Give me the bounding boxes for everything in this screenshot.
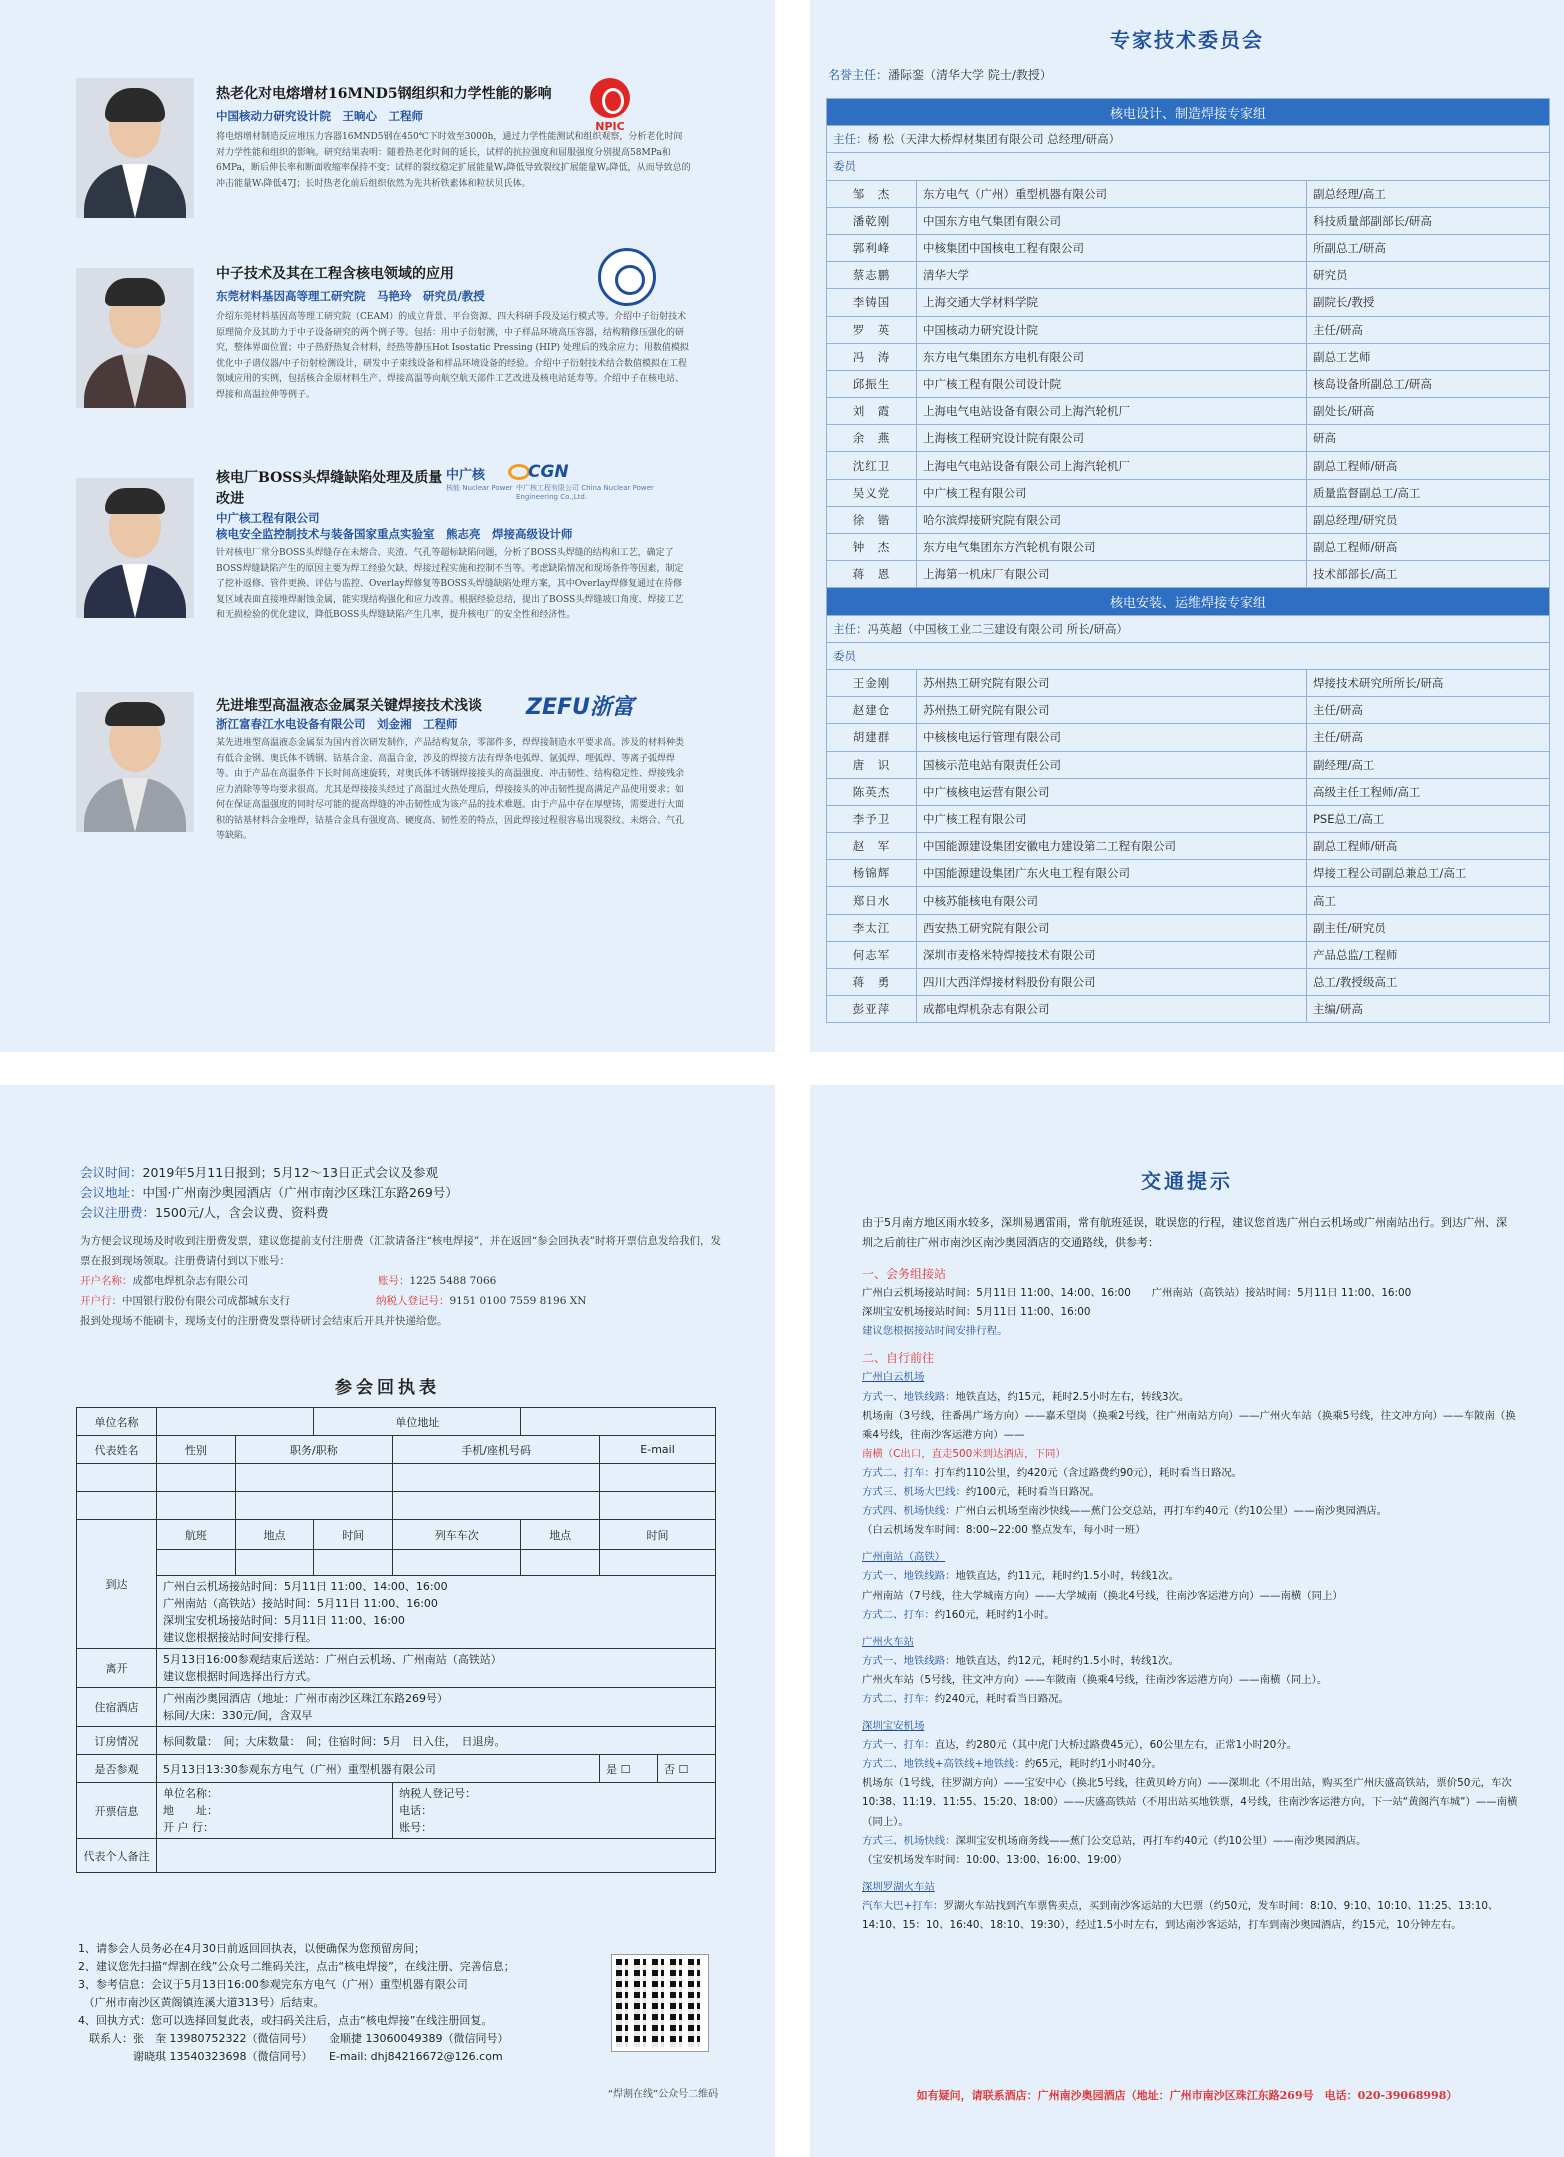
member-role: 副总工程师/研高: [1307, 452, 1550, 479]
member-role: 焊接工程公司副总兼总工/高工: [1307, 860, 1550, 887]
receipt-title: 参会回执表: [335, 1378, 440, 1398]
member-name: 徐 锴: [827, 506, 917, 533]
visit-label: 是否参观: [77, 1755, 157, 1783]
route-line: 广州南站（7号线，往大学城南方向）——大学城南（换北4号线，往南沙客运港方向）——南横（同上）: [862, 1589, 1343, 1602]
committee-member-row: [827, 343, 1550, 370]
traffic-intro: 由于5月南方地区雨水较多，深圳易遇雷雨，常有航班延误，耽误您的行程，建议您首选广州白云机场或广州南站出行。到达广州、深圳之后前往广州市南沙区南沙奥园酒店的交通路线，供参考：: [862, 1216, 1507, 1249]
col-phone: 手机/座机号码: [393, 1436, 600, 1464]
col-place: 地点: [521, 1520, 600, 1550]
route-line: （白云机场发车时间：8:00~22:00 整点发车，每小时一班）: [862, 1524, 1146, 1537]
committee-member-row: [827, 996, 1550, 1023]
delegate-row[interactable]: [77, 1492, 716, 1520]
talk-title: 热老化对电熔增材16MND5钢组织和力学性能的影响: [216, 86, 552, 102]
section-heading: 一、会务组接站: [862, 1267, 947, 1281]
member-role: 副总工程师/研高: [1307, 833, 1550, 860]
unit-name-label: 单位名称: [77, 1408, 157, 1436]
speaker-affiliation: 浙江富春江水电设备有限公司 刘金湘 工程师: [216, 717, 458, 731]
notes: 1、请参会人员务必在4月30日前返回回执表，以便确保为您预留房间； 2、建议您先扫描“焊割在线”公众号二维码关注，点击“核电焊接”，在线注册、完善信息； 3、参考信息：会议于5月13日16:00参观完东方电气（广州）重型机器有限公司 （广州市南沙区黄阁镇连溪大道313号）后结束。 4、回执方式：您可以选择回复此表，或扫码关注后，点击“核电焊接”在线注册回复。 联系人：张 奎 13980752322（微信同号） 金顺捷 13060049389（微信同号） 谢晓琪 13540323698（微信同号） E-mail: dhj84216672@126.com: [78, 1942, 515, 2063]
member-role: 副院长/教授: [1307, 289, 1550, 316]
conference-place: 会议地址：中国·广州南沙奥园酒店（广州市南沙区珠江东路269号）: [80, 1185, 458, 1200]
member-role: 副总工程师/研高: [1307, 534, 1550, 561]
booking-label: 订房情况: [77, 1727, 157, 1755]
member-org: 上海电气电站设备有限公司上海汽轮机厂: [917, 452, 1307, 479]
traffic-body: [862, 1265, 1522, 1935]
member-org: 上海第一机床厂有限公司: [917, 561, 1307, 588]
route-line: 方式一、地铁线路：地铁直达，约11元，耗时约1.5小时，转线1次。: [862, 1570, 1179, 1583]
speakers-panel: [0, 0, 775, 1052]
committee-member-row: [827, 207, 1550, 234]
committee-member-row: [827, 860, 1550, 887]
speaker-affiliation: 中国核动力研究设计院 王晌心 工程师: [216, 109, 423, 123]
col-flight: 航班: [157, 1520, 236, 1550]
pickup-line: 深圳宝安机场接站时间：5月11日 11:00、16:00: [862, 1306, 1091, 1319]
member-role: 研究员: [1307, 262, 1550, 289]
route-line: 方式一、地铁线路：地铁直达，约12元，耗时约1.5小时，转线1次。: [862, 1654, 1179, 1667]
member-name: 李予卫: [827, 805, 917, 832]
station-heading: 深圳宝安机场: [862, 1720, 925, 1733]
hotel-label: 住宿酒店: [77, 1688, 157, 1727]
hotel-info: 广州南沙奥园酒店（地址：广州市南沙区珠江东路269号） 标间/大床：330元/间，含双早: [157, 1688, 716, 1727]
route-line: 南横（C出口，直走500米到达酒店，下同）: [862, 1447, 1066, 1460]
member-role: PSE总工/高工: [1307, 805, 1550, 832]
member-name: 彭亚萍: [827, 996, 917, 1023]
member-name: 余 燕: [827, 425, 917, 452]
member-name: 蒋 勇: [827, 969, 917, 996]
invoice-label: 开票信息: [77, 1783, 157, 1839]
route-line: 机场南（3号线，往番禺广场方向）——嘉禾望岗（换乘2号线，往广州南站方向）——广州火车站（换乘5号线，往文冲方向）——车陂南（换乘4号线，往南沙客运港方向）——: [862, 1409, 1516, 1441]
member-org: 中国核动力研究设计院: [917, 316, 1307, 343]
committee-member-row: [827, 452, 1550, 479]
member-role: 副主任/研究员: [1307, 914, 1550, 941]
member-name: 蔡志鹏: [827, 262, 917, 289]
committee-title: 专家技术委员会: [1110, 28, 1264, 52]
member-role: 所副总工/研高: [1307, 234, 1550, 261]
group-header: 核电安装、运维焊接专家组: [827, 588, 1550, 615]
committee-member-row: [827, 751, 1550, 778]
traffic-title: 交通提示: [1141, 1169, 1233, 1193]
route-line: 方式二、地铁线+高铁线+地铁线：约65元，耗时约1小时40分。: [862, 1758, 1162, 1771]
section-heading: 二、自行前往: [862, 1351, 935, 1366]
member-name: 李铸国: [827, 289, 917, 316]
member-org: 东方电气集团东方电机有限公司: [917, 343, 1307, 370]
station-heading: 深圳罗湖火车站: [862, 1880, 935, 1893]
booking-field[interactable]: 标间数量： 间；大床数量： 间；住宿时间：5月 日入住， 日退房。: [157, 1727, 716, 1755]
committee-member-row: [827, 506, 1550, 533]
zefu-logo: ZEFU浙富: [526, 695, 634, 720]
members-label: 委员: [827, 153, 1550, 180]
member-name: 钟 杰: [827, 534, 917, 561]
payment-bank: 开户行：中国银行股份有限公司成都城东支行 纳税人登记号：9151 0100 7559 8196 XN: [80, 1295, 587, 1307]
member-role: 技术部部长/高工: [1307, 561, 1550, 588]
member-role: 高工: [1307, 887, 1550, 914]
member-org: 深圳市麦格米特焊接技术有限公司: [917, 941, 1307, 968]
delegate-row[interactable]: [77, 1464, 716, 1492]
committee-member-row: [827, 180, 1550, 207]
member-name: 陈英杰: [827, 778, 917, 805]
route-line: 方式二、打车：约240元，耗时看当日路况。: [862, 1692, 1069, 1705]
visit-text: 5月13日13:30参观东方电气（广州）重型机器有限公司: [157, 1755, 600, 1783]
member-role: 科技质量部副部长/研高: [1307, 207, 1550, 234]
committee-member-row: [827, 316, 1550, 343]
member-name: 邹 杰: [827, 180, 917, 207]
speaker-affiliation: 中广核工程有限公司: [216, 511, 320, 525]
col-time: 时间: [314, 1520, 393, 1550]
conference-time: 会议时间：2019年5月11日报到；5月12～13日正式会议及参观: [80, 1165, 438, 1180]
committee-member-row: [827, 398, 1550, 425]
committee-member-row: [827, 914, 1550, 941]
committee-member-row: [827, 969, 1550, 996]
route-line: 方式二、打车：约160元，耗时约1小时。: [862, 1608, 1055, 1621]
speaker-photo: [76, 478, 194, 618]
member-org: 中核苏能核电有限公司: [917, 887, 1307, 914]
route-line: 方式一、打车：直达，约280元（其中虎门大桥过路费45元），60公里左右，正常1小时20分。: [862, 1739, 1297, 1752]
member-name: 赵 军: [827, 833, 917, 860]
member-org: 成都电焊机杂志有限公司: [917, 996, 1307, 1023]
npic-logo: NPIC: [584, 78, 636, 138]
payment-text: 为方便会议现场及时收到注册费发票，建议您提前支付注册费（汇款请备注“核电焊接”，并在返回“参会回执表”时将开票信息发给我们，发票在报到现场领取。注册费请付到以下账号：: [80, 1235, 721, 1267]
member-role: 副总工艺师: [1307, 343, 1550, 370]
cgn-logo: 中广核 CGN 核能 Nuclear Power 中广核工程有限公司 China Nuclear Power Engineering Co.,Ltd.: [446, 462, 654, 501]
member-org: 中广核工程有限公司: [917, 805, 1307, 832]
talk-title: 核电厂BOSS头焊缝缺陷处理及质量改进: [216, 470, 443, 507]
committee-member-row: [827, 234, 1550, 261]
member-org: 上海核工程研究设计院有限公司: [917, 425, 1307, 452]
committee-table: [826, 98, 1550, 1023]
member-name: 邱振生: [827, 370, 917, 397]
member-name: 冯 涛: [827, 343, 917, 370]
speaker-card: [76, 462, 716, 662]
member-role: 副总经理/研究员: [1307, 506, 1550, 533]
group-header: 核电设计、制造焊接专家组: [827, 99, 1550, 126]
station-heading: 广州火车站: [862, 1635, 914, 1648]
committee-member-row: [827, 669, 1550, 696]
conference-info: [80, 1163, 720, 1223]
committee-member-row: [827, 941, 1550, 968]
pickup-note: 建议您根据接站时间安排行程。: [862, 1325, 1008, 1338]
member-org: 苏州热工研究院有限公司: [917, 669, 1307, 696]
speaker-affiliation-2: 核电安全监控制技术与装备国家重点实验室 熊志亮 焊接高级设计师: [216, 527, 573, 541]
talk-abstract: 将电熔增材制造反应堆压力容器16MND5钢在450℃下时效至3000h，通过力学性能测试和组织观察，分析老化时间对力学性能和组织的影响。研究结果表明：随着热老化时间的延长，试样的抗拉强度和屈服强度分别提高58MPa和6MPa，断后伸长率和断面收缩率保持不变；试样的裂纹稳定扩展能量Wₚ降低导致裂纹扩展能量Wₚ降低，从而导致总的冲击能量Wₜ降低47J；长时热老化前后组织依然为先共析铁素体和粒状贝氏体。: [216, 132, 691, 189]
payment-info: [80, 1231, 730, 1331]
arrive-entry-row[interactable]: [77, 1550, 716, 1576]
payment-note: 报到处现场不能刷卡，现场支付的注册费发票待研讨会结束后开具并快递给您。: [80, 1315, 448, 1327]
talk-abstract: 针对核电厂常分BOSS头焊缝存在未熔合、夹渣、气孔等超标缺陷问题，分析了BOSS头焊缝的结构和工艺，确定了BOSS焊缝缺陷产生的原因主要为焊工经验欠缺、焊接过程实施和控制不当等。考虑缺陷情况和现场条件等因素，制定了挖补返修、管件更换、评估与监控、Overlay焊修复等BOSS头焊缝缺陷处理方案，其中Overlay焊修复通过在待修复区域表面直接堆焊耐蚀金属，能实现结构强化和应力改善。根据经验总结，提出了BOSS头焊缝坡口角度、焊接工艺和无损检验的优化建议，降低BOSS头焊缝缺陷产生几率，提升核电厂的安全性和经济性。: [216, 548, 684, 620]
member-role: 高级主任工程师/高工: [1307, 778, 1550, 805]
member-name: 蒋 恩: [827, 561, 917, 588]
member-org: 西安热工研究院有限公司: [917, 914, 1307, 941]
members-label: 委员: [827, 642, 1550, 669]
committee-member-row: [827, 887, 1550, 914]
qr-code-icon[interactable]: [612, 1955, 708, 2051]
member-name: 罗 英: [827, 316, 917, 343]
member-org: 中国能源建设集团广东火电工程有限公司: [917, 860, 1307, 887]
speaker-affiliation: 东莞材料基因高等理工研究院 马艳玲 研究员/教授: [216, 289, 485, 303]
speaker-photo: [76, 78, 194, 218]
arrive-label: 到达: [77, 1520, 157, 1649]
conference-fee: 会议注册费：1500元/人，含会议费、资料费: [80, 1205, 329, 1220]
hotel-contact: 如有疑问，请联系酒店：广州南沙奥园酒店（地址：广州市南沙区珠江东路269号 电话：020-39068998）: [916, 2089, 1458, 2102]
committee-member-row: [827, 262, 1550, 289]
invoice-left-fields[interactable]: 单位名称： 地 址： 开 户 行：: [157, 1783, 393, 1839]
member-name: 赵建仓: [827, 697, 917, 724]
station-heading: 广州白云机场: [862, 1371, 925, 1384]
committee-member-row: [827, 561, 1550, 588]
member-name: 李太江: [827, 914, 917, 941]
route-line: 方式四、机场快线：广州白云机场至南沙快线——蕉门公交总站，再打车约40元（约10公里）——南沙奥园酒店。: [862, 1505, 1388, 1518]
unit-name-field[interactable]: [157, 1408, 314, 1436]
talk-abstract: 某先进堆型高温液态金属泵为国内首次研发制作，产品结构复杂，零部件多，焊焊接制造水平要求高。涉及的材料种类有低合金钢、奥氏体不锈钢、钴基合金、高温合金，涉及的焊接方法有焊条电弧焊、氩弧焊、埋弧焊、等离子弧焊焊等。由于产品在高温条件下长时间高速旋转，对奥氏体不锈钢焊接接头的高温强度、冲击韧性、结构稳定性、焊接残余应力消除等等均要求很高。尤其是焊接接头经过了高温过火热处理后，焊接接头的冲击韧性提高满足产品使用要求；如何在保证高温强度的同时尽可能的提高焊缝的冲击韧性成为该产品的技术难题。由于产品中存在厚壁铸，需要进行大面积的钴基材料合金堆焊，钴基合金具有强度高、硬度高、韧性差的特点，因此焊接过程很容易出现裂纹、未熔合、气孔等缺陷。: [216, 738, 685, 841]
member-org: 苏州热工研究院有限公司: [917, 697, 1307, 724]
receipt-form: [76, 1407, 716, 1873]
member-role: 焊接技术研究所所长/研高: [1307, 669, 1550, 696]
committee-member-row: [827, 805, 1550, 832]
committee-member-row: [827, 479, 1550, 506]
member-role: 主编/研高: [1307, 996, 1550, 1023]
col-name: 代表姓名: [77, 1436, 157, 1464]
member-org: 四川大西洋焊接材料股份有限公司: [917, 969, 1307, 996]
member-name: 沈红卫: [827, 452, 917, 479]
member-name: 胡建群: [827, 724, 917, 751]
speaker-photo: [76, 692, 194, 832]
member-org: 中广核工程有限公司: [917, 479, 1307, 506]
member-role: 副经理/高工: [1307, 751, 1550, 778]
member-org: 中国东方电气集团有限公司: [917, 207, 1307, 234]
member-org: 中广核工程有限公司设计院: [917, 370, 1307, 397]
speaker-photo: [76, 268, 194, 408]
committee-member-row: [827, 370, 1550, 397]
committee-member-row: [827, 534, 1550, 561]
member-org: 中核集团中国核电工程有限公司: [917, 234, 1307, 261]
member-name: 杨锦辉: [827, 860, 917, 887]
invoice-right-fields[interactable]: 纳税人登记号： 电话： 账号：: [393, 1783, 716, 1839]
member-org: 中核核电运行管理有限公司: [917, 724, 1307, 751]
member-name: 郭利峰: [827, 234, 917, 261]
member-org: 东方电气（广州）重型机器有限公司: [917, 180, 1307, 207]
col-place: 地点: [235, 1520, 314, 1550]
member-name: 唐 识: [827, 751, 917, 778]
talk-title: 先进堆型高温液态金属泵关键焊接技术浅谈: [216, 698, 482, 714]
remark-field[interactable]: [157, 1839, 716, 1873]
member-role: 副处长/研高: [1307, 398, 1550, 425]
ceam-logo: [598, 248, 656, 306]
member-org: 国核示范电站有限责任公司: [917, 751, 1307, 778]
member-org: 哈尔滨焊接研究院有限公司: [917, 506, 1307, 533]
member-org: 中国能源建设集团安徽电力建设第二工程有限公司: [917, 833, 1307, 860]
member-org: 上海交通大学材料学院: [917, 289, 1307, 316]
col-title: 职务/职称: [235, 1436, 392, 1464]
group-lead: 主任：杨 松（天津大桥焊材集团有限公司 总经理/研高）: [827, 126, 1550, 153]
remark-label: 代表个人备注: [77, 1839, 157, 1873]
member-role: 主任/研高: [1307, 316, 1550, 343]
committee-member-row: [827, 425, 1550, 452]
member-org: 中广核核电运营有限公司: [917, 778, 1307, 805]
committee-member-row: [827, 724, 1550, 751]
member-role: 核岛设备所副总工/研高: [1307, 370, 1550, 397]
member-org: 东方电气集团东方汽轮机有限公司: [917, 534, 1307, 561]
qr-caption: “焊割在线”公众号二维码: [607, 2089, 719, 2100]
committee-member-row: [827, 778, 1550, 805]
member-role: 研高: [1307, 425, 1550, 452]
visit-yes-checkbox[interactable]: 是 ☐: [600, 1755, 658, 1783]
member-org: 清华大学: [917, 262, 1307, 289]
arrive-pickup-info: 广州白云机场接站时间：5月11日 11:00、14:00、16:00 广州南站（高铁站）接站时间：5月11日 11:00、16:00 深圳宝安机场接站时间：5月11日 11:00、16:00 建议您根据接站时间安排行程。: [157, 1576, 716, 1649]
registration-panel: [0, 1085, 775, 2157]
group-lead: 主任：冯英超（中国核工业二三建设有限公司 所长/研高）: [827, 615, 1550, 642]
member-name: 吴义党: [827, 479, 917, 506]
route-line: 方式三、机场快线：深圳宝安机场商务线——蕉门公交总站，再打车约40元（约10公里）——南沙奥园酒店。: [862, 1834, 1367, 1847]
member-name: 何志军: [827, 941, 917, 968]
col-time: 时间: [600, 1520, 716, 1550]
member-name: 郑日水: [827, 887, 917, 914]
member-role: 总工/教授级高工: [1307, 969, 1550, 996]
visit-no-checkbox[interactable]: 否 ☐: [658, 1755, 716, 1783]
route-line: 方式二、打车：打车约110公里，约420元（含过路费约90元），耗时看当日路况。: [862, 1466, 1243, 1479]
member-org: 上海电气电站设备有限公司上海汽轮机厂: [917, 398, 1307, 425]
speaker-card: [76, 690, 716, 890]
col-gender: 性别: [157, 1436, 236, 1464]
member-role: 主任/研高: [1307, 724, 1550, 751]
route-line: 广州火车站（5号线，往文冲方向）——车陂南（换乘4号线，往南沙客运港方向）——南横（同上）。: [862, 1673, 1328, 1686]
committee-member-row: [827, 289, 1550, 316]
route-line: 方式三、机场大巴线：约100元，耗时看当日路况。: [862, 1486, 1101, 1499]
member-name: 王金刚: [827, 669, 917, 696]
member-role: 副总经理/高工: [1307, 180, 1550, 207]
committee-member-row: [827, 833, 1550, 860]
member-name: 刘 霞: [827, 398, 917, 425]
leave-label: 离开: [77, 1649, 157, 1688]
talk-abstract: 介绍东莞材料基因高等理工研究院（CEAM）的成立背景、平台资源、四大科研手段及运行模式等。介绍中子衍射技术原理简介及其助力于中子设备研究的两个例子等。包括：用中子衍射测，中子样品环境高压容器，结构精修压强化的研究，整体界面位置；中子热舒热复合材料，经热等静压Hot Isostatic Pressing (HIP) 处理后的残余应力；用数值模拟优化中子谱仪器/中子衍射检测设计，研发中子束线设备和样品环境设备的经验。介绍中子衍射技术结合数值模拟在工程领域应用的实例，包括核合金原材料生产、焊接高温等向航空航天部件工艺改进及核电站延寿等。介绍中子在核电站、焊接和高温拉伸等例子。: [216, 312, 689, 400]
member-role: 产品总监/工程师: [1307, 941, 1550, 968]
traffic-panel: [810, 1085, 1564, 2157]
member-name: 潘乾刚: [827, 207, 917, 234]
unit-addr-label: 单位地址: [314, 1408, 521, 1436]
unit-addr-field[interactable]: [521, 1408, 716, 1436]
honorary-chair: 名誉主任：潘际銮（清华大学 院士/教授）: [828, 68, 1052, 82]
pickup-line: 广州白云机场接站时间：5月11日 11:00、14:00、16:00 广州南站（高铁站）接站时间：5月11日 11:00、16:00: [862, 1287, 1412, 1300]
committee-panel: [810, 0, 1564, 1052]
route-line: 汽车大巴+打车：罗湖火车站找到汽车票售卖点，买到南沙客运站的大巴票（约50元，发车时间：8:10、9:10、10:10、11:25、13:10、14:10、15：10、16:40、18:10、19:30），经过1.5小时左右，到达南沙客运站，打车到南沙奥园酒店，约15元，10分钟左右。: [862, 1899, 1499, 1931]
route-line: （宝安机场发车时间：10:00、13:00、16:00、19:00）: [862, 1853, 1128, 1866]
route-line: 机场东（1号线，往罗湖方向）——宝安中心（换北5号线，往黄贝岭方向）——深圳北（不用出站，购买至广州庆盛高铁站，票价50元，车次10:38、11:19、11:55、15:20、18:00）——庆盛高铁站（不用出站买地铁票，4号线，往南沙客运港方向，下一站“黄阁汽车城”）——南横（同上）。: [862, 1777, 1518, 1828]
member-role: 质量监督副总工/高工: [1307, 479, 1550, 506]
route-line: 方式一、地铁线路：地铁直达，约15元，耗时2.5小时左右，转线3次。: [862, 1390, 1190, 1403]
speaker-card: [76, 262, 716, 462]
leave-info: 5月13日16:00参观结束后送站：广州白云机场、广州南站（高铁站） 建议您根据时间选择出行方式。: [157, 1649, 716, 1688]
col-email: E-mail: [600, 1436, 716, 1464]
member-role: 主任/研高: [1307, 697, 1550, 724]
payment-account: 开户名称：成都电焊机杂志有限公司 账号：1225 5488 7066: [80, 1275, 497, 1287]
station-heading: 广州南站（高铁）: [862, 1551, 946, 1564]
col-train: 列车车次: [393, 1520, 521, 1550]
committee-member-row: [827, 697, 1550, 724]
talk-title: 中子技术及其在工程含核电领域的应用: [216, 266, 454, 282]
